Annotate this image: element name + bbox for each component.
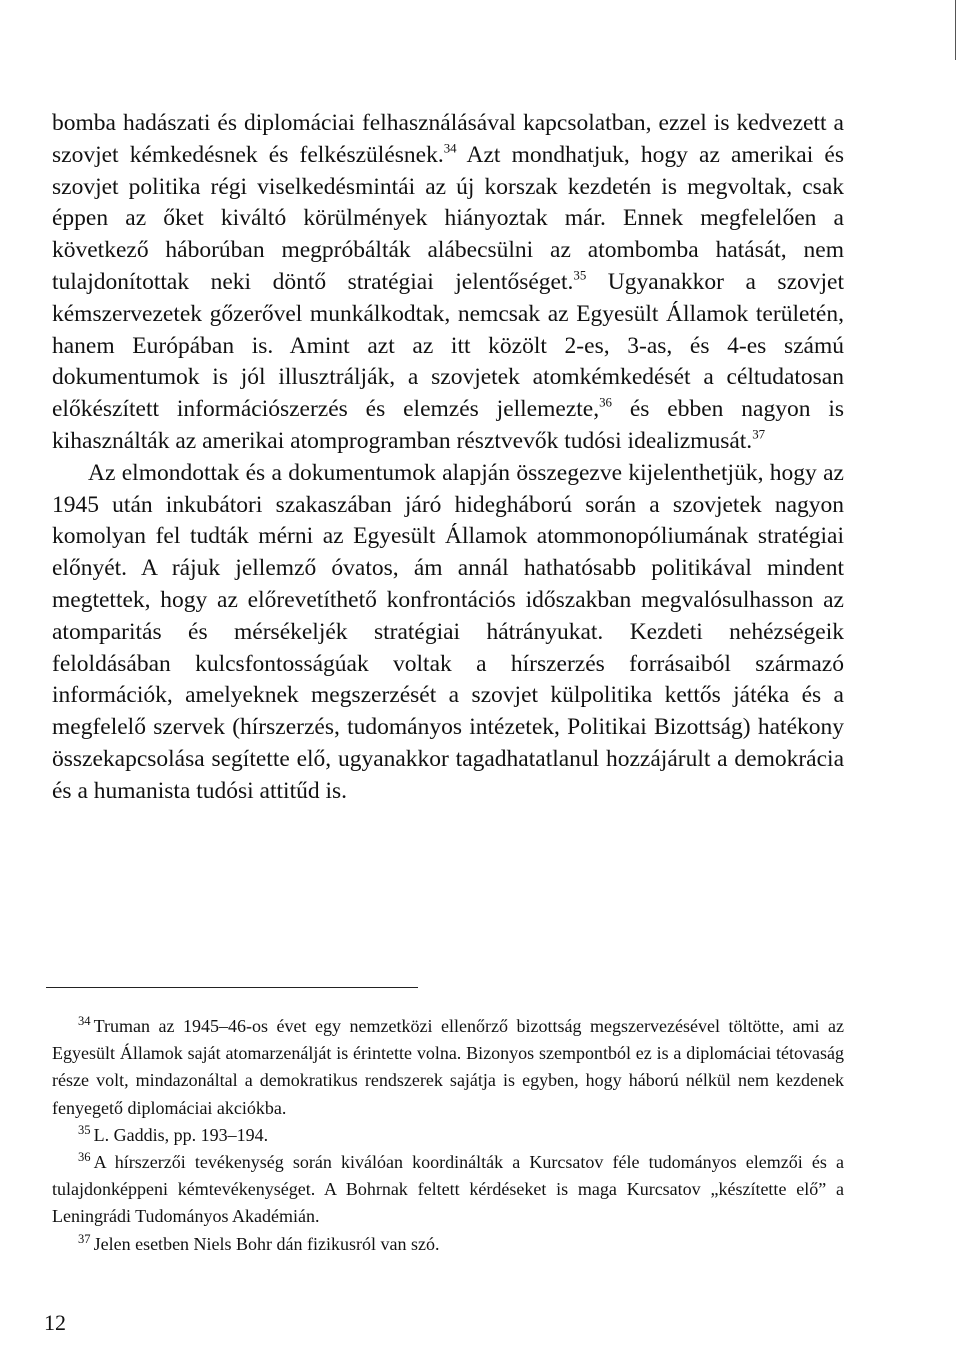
footnote-text: Jelen esetben Niels Bohr dán fizikusról van szó. — [93, 1233, 440, 1254]
main-text — [52, 108, 844, 808]
footnote-number: 35 — [78, 1122, 91, 1137]
paragraph-1-text-c: Ugyanakkor a szovjet kémszervezetek gőzerővel munkálkodtak, nemcsak az Egyesült Államok területén, hanem Európában is. Amint azt az itt közölt 2-es, 3-as, és 4-es számú dokumentumok is jól illusztrálják, a szovjetek atomkémkedését a céltudatosan előkészített információszerzés és elemzés jellemezte, — [52, 268, 844, 423]
paragraph-1-text-a: bomba hadászati és diplomáciai felhasználásával kapcsolatban, ezzel is kedvezett a szovjet kémkedésnek és felkészülésnek. — [52, 110, 844, 168]
footnote-ref-37[interactable]: 37 — [752, 426, 766, 442]
footnote-text: L. Gaddis, pp. 193–194. — [93, 1124, 269, 1145]
footnote-text: Truman az 1945–46-os évet egy nemzetközi ellenőrző bizottság megszervezésével töltötte, ami az Egyesült Államok saját atomarzenálját is érintette volna. Bizonyos szempontból ez is a diplomáciai tétovaság része volt, mindazonáltal a demokratikus rendszerek sajátja is egyben, hogy háború nélkül nem kezdenek fenyegető diplomáciai akciókba. — [52, 1016, 844, 1118]
footnote-ref-34[interactable]: 34 — [443, 140, 457, 156]
footnote-divider — [46, 987, 418, 988]
paragraph-1-text-b: Azt mondhatjuk, hogy az amerikai és szovjet politika régi viselkedésmintái az új korszak kezdetén is megvoltak, csak éppen az őket kiváltó körülmények hiányoztak már. Ennek megfelelően a következő háborúban megpróbálták alábecsülni az atombomba hatását, nem tulajdonítottak neki döntő stratégiai jelentőséget. — [52, 141, 844, 295]
footnote-number: 36 — [78, 1150, 91, 1165]
paragraph-2: Az elmondottak és a dokumentumok alapján összegezve kijelenthetjük, hogy az 1945 után inkubátori szakaszában járó hidegháború során a szovjetek nagyon komolyan fel tudták mérni az Egyesült Államok atommonopóliumának stratégiai előnyét. A rájuk jellemző óvatos, ám annál hathatósabb politikával mindent megtettek, hogy az előrevetíthető konfrontációs időszakban megvalósulhasson az atomparitás és mérsékeljék stratégiai hátrányukat. Kezdeti nehézségeik feloldásában kulcsfontosságúak voltak a hírszerzés forrásaiból származó információk, amelyeknek megszerzését a szovjet külpolitika kettős játéka és a megfelelő szervek (hírszerzés, tudományos intézetek, Politikai Bizottság) hatékony összekapcsolása segítette elő, ugyanakkor tagadhatatlanul hozzájárult a demokrácia és a humanista tudósi attitűd is. — [52, 459, 844, 804]
paragraph-1-text-d: és ebben nagyon is kihasználták az amerikai atomprogramban résztvevők tudósi idealizmusát. — [52, 396, 845, 454]
footnote-number: 34 — [78, 1014, 91, 1029]
footnote-number: 37 — [78, 1231, 91, 1246]
page-edge-line — [955, 0, 956, 60]
footnote-ref-36[interactable]: 36 — [599, 394, 612, 410]
footnote-ref-35[interactable]: 35 — [573, 267, 587, 283]
footnote-34 — [52, 1013, 844, 1122]
footnote-37 — [52, 1231, 844, 1258]
footnote-35 — [52, 1122, 844, 1149]
paragraph-1 — [52, 108, 844, 458]
page-number: 12 — [44, 1310, 66, 1335]
footnote-36 — [52, 1149, 844, 1231]
footnote-text: A hírszerzői tevékenység során kiválóan koordinálták a Kurcsatov féle tudományos elemzői és a tulajdonképpeni kémtevékenységet. A Bohrnak feltett kérdéseket is maga Kurcsatov „készítette elő” a Leningrádi Tudományos Akadémián. — [52, 1152, 844, 1227]
footnotes — [52, 1013, 844, 1258]
